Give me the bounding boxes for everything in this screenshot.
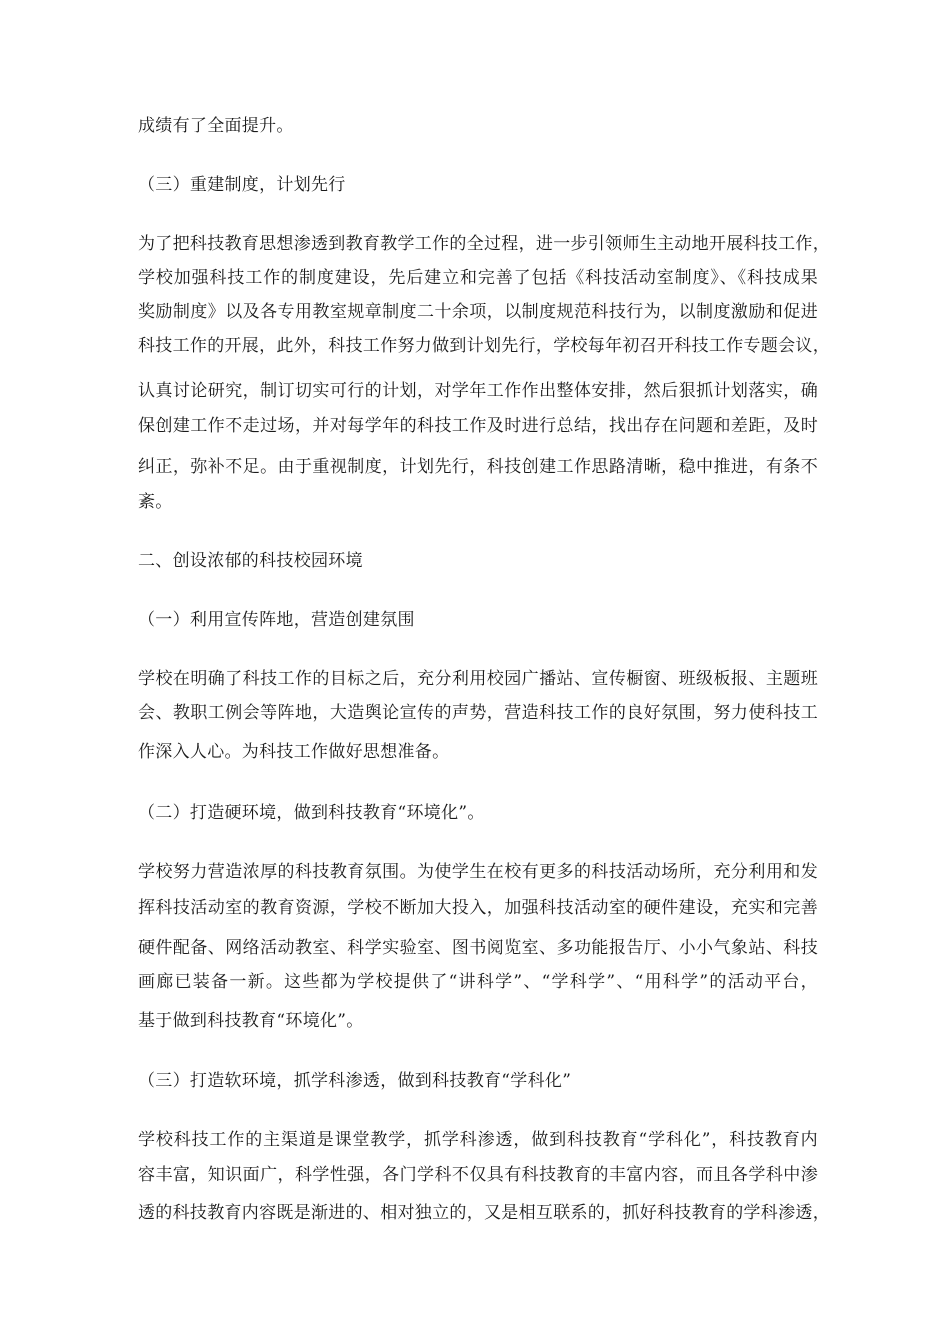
section-heading: （二）打造硬环境，做到科技教育“环境化”。 (138, 803, 485, 823)
section-heading: （一）利用宣传阵地，营造创建氛围 (138, 610, 415, 630)
paragraph-line: 会、教职工例会等阵地，大造舆论宣传的声势，营造科技工作的良好氛围，努力使科技工 (138, 703, 818, 723)
paragraph-line: 画廊已装备一新。这些都为学校提供了“讲科学”、“学科学”、“用科学”的活动平台， (138, 972, 818, 992)
section-heading: （三）重建制度，计划先行 (138, 175, 346, 195)
paragraph-line: 保创建工作不走过场，并对每学年的科技工作及时进行总结，找出存在问题和差距，及时 (138, 416, 818, 436)
paragraph-line: 纠正，弥补不足。由于重视制度，计划先行，科技创建工作思路清晰，稳中推进，有条不 (138, 457, 818, 477)
paragraph-line: 奖励制度》以及各专用教室规章制度二十余项，以制度规范科技行为，以制度激励和促进 (138, 302, 818, 322)
paragraph-line: 为了把科技教育思想渗透到教育教学工作的全过程，进一步引领师生主动地开展科技工作， (138, 234, 830, 254)
paragraph-line: 基于做到科技教育“环境化”。 (138, 1011, 364, 1031)
paragraph-line: 作深入人心。为科技工作做好思想准备。 (138, 742, 450, 762)
paragraph-line: 科技工作的开展，此外，科技工作努力做到计划先行，学校每年初召开科技工作专题会议， (138, 336, 830, 356)
paragraph-line: 认真讨论研究，制订切实可行的计划，对学年工作作出整体安排，然后狠抓计划落实，确 (138, 381, 818, 401)
paragraph-line: 透的科技教育内容既是渐进的、相对独立的，又是相互联系的，抓好科技教育的学科渗透， (138, 1203, 830, 1223)
paragraph-line: 学校加强科技工作的制度建设，先后建立和完善了包括《科技活动室制度》、《科技成果 (138, 268, 818, 288)
paragraph-line: 紊。 (138, 492, 173, 512)
paragraph-line: 挥科技活动室的教育资源，学校不断加大投入，加强科技活动室的硬件建设，充实和完善 (138, 898, 818, 918)
paragraph-line: 硬件配备、网络活动教室、科学实验室、图书阅览室、多功能报告厅、小小气象站、科技 (138, 938, 818, 958)
paragraph-line: 学校努力营造浓厚的科技教育氛围。为使学生在校有更多的科技活动场所，充分利用和发 (138, 862, 818, 882)
section-heading: （三）打造软环境，抓学科渗透，做到科技教育“学科化” (138, 1071, 572, 1091)
chapter-heading: 二、创设浓郁的科技校园环境 (138, 551, 363, 571)
paragraph-line: 容丰富，知识面广，科学性强，各门学科不仅具有科技教育的丰富内容，而且各学科中渗 (138, 1165, 818, 1185)
paragraph-line: 学校科技工作的主渠道是课堂教学，抓学科渗透，做到科技教育“学科化”，科技教育内 (138, 1130, 818, 1150)
paragraph-line: 学校在明确了科技工作的目标之后，充分利用校园广播站、宣传橱窗、班级板报、主题班 (138, 669, 818, 689)
paragraph-line: 成绩有了全面提升。 (138, 116, 294, 136)
